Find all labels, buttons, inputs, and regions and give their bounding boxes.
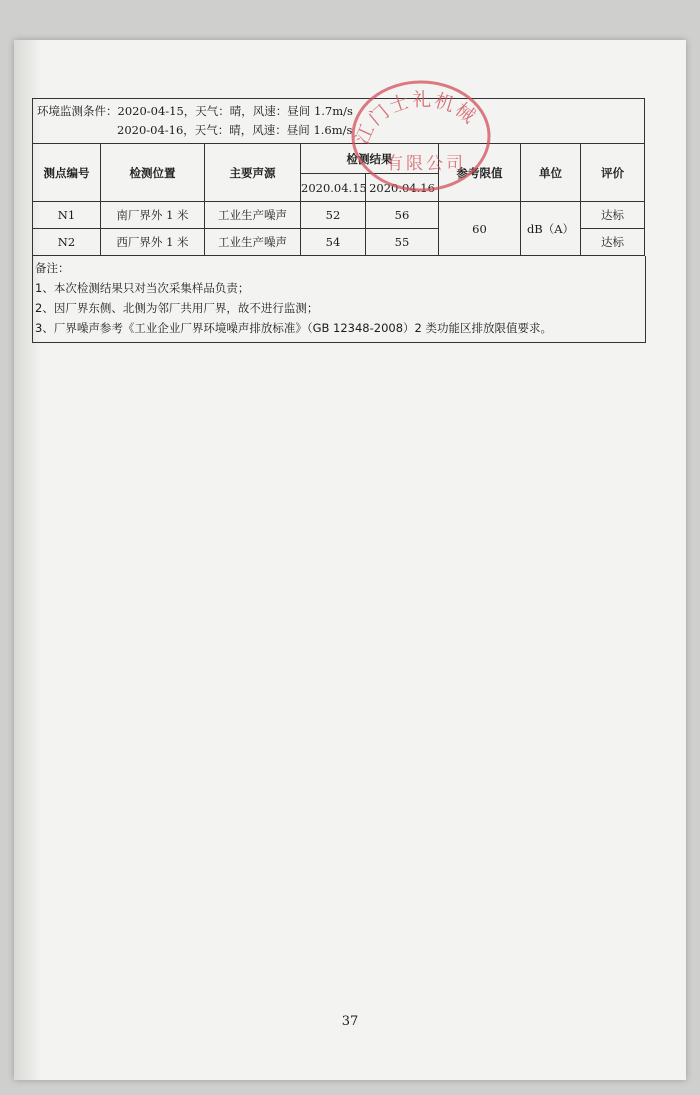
table-row xyxy=(33,202,645,229)
note-item-2: 2、因厂界东侧、北侧为邻厂共用厂界，故不进行监测； xyxy=(35,301,319,315)
header-unit: 单位 xyxy=(521,144,581,202)
cell-location: 南厂界外 1 米 xyxy=(101,202,205,229)
report-content xyxy=(32,98,644,343)
note-item-1: 1、本次检测结果只对当次采集样品负责； xyxy=(35,281,250,295)
cell-unit: dB（A） xyxy=(521,202,581,256)
conditions-day1: 2020-04-15，天气：晴，风速：昼间 1.7m/s xyxy=(117,104,353,118)
conditions-line-1 xyxy=(37,102,640,121)
notes-title: 备注： xyxy=(35,261,70,275)
seal-bottom-text: 有限公司 xyxy=(386,154,466,174)
header-date-2: 2020.04.16 xyxy=(366,174,439,202)
header-evaluation: 评价 xyxy=(581,144,645,202)
page-number: 37 xyxy=(341,1014,359,1029)
document-page xyxy=(14,40,686,1080)
cell-source: 工业生产噪声 xyxy=(205,229,301,256)
noise-results-table xyxy=(32,98,645,256)
header-source: 主要声源 xyxy=(205,144,301,202)
conditions-row xyxy=(33,99,645,144)
note-item-3: 3、厂界噪声参考《工业企业厂界环境噪声排放标准》（GB 12348-2008）2 类功能区排放限值要求。 xyxy=(35,321,552,335)
cell-value-day2: 55 xyxy=(366,229,439,256)
seal-top-textpath: 江门士礼机械 xyxy=(351,88,481,148)
cell-point-id: N2 xyxy=(33,229,101,256)
cell-source: 工业生产噪声 xyxy=(205,202,301,229)
company-seal xyxy=(346,74,496,194)
cell-location: 西厂界外 1 米 xyxy=(101,229,205,256)
header-results: 检测结果 xyxy=(301,144,439,174)
cell-evaluation: 达标 xyxy=(581,229,645,256)
cell-limit: 60 xyxy=(439,202,521,256)
header-row-1 xyxy=(33,144,645,174)
monitoring-conditions xyxy=(33,99,645,144)
conditions-line-2: 2020-04-16，天气：晴，风速：昼间 1.6m/s xyxy=(117,123,353,137)
header-location: 检测位置 xyxy=(101,144,205,202)
cell-evaluation: 达标 xyxy=(581,202,645,229)
seal-top-text xyxy=(351,89,481,148)
cell-point-id: N1 xyxy=(33,202,101,229)
cell-value-day2: 56 xyxy=(366,202,439,229)
cell-value-day1: 54 xyxy=(301,229,366,256)
header-date-1: 2020.04.15 xyxy=(301,174,366,202)
notes-block xyxy=(32,256,646,343)
cell-value-day1: 52 xyxy=(301,202,366,229)
conditions-label: 环境监测条件： xyxy=(37,104,118,118)
header-point-id: 测点编号 xyxy=(33,144,101,202)
header-limit: 参考限值 xyxy=(439,144,521,202)
